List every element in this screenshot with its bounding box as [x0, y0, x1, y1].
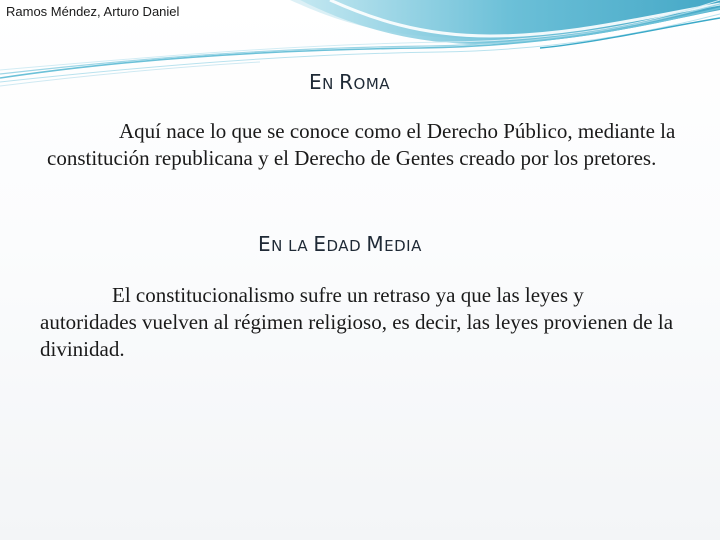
section-body-roma: Aquí nace lo que se conoce como el Derecho Público, mediante la constitución republicana y el Derecho de Gentes creado por los pretores.: [47, 119, 676, 170]
section-body-edad-media: El constitucionalismo sufre un retraso ya que las leyes y autoridades vuelven al régimen religioso, es decir, las leyes provienen de la divinidad.: [40, 283, 674, 361]
section-heading-edad-media: EN LA EDAD MEDIA: [258, 232, 422, 256]
author-name: Ramos Méndez, Arturo Daniel: [6, 4, 180, 19]
section-heading-roma: EN ROMA: [309, 70, 391, 94]
